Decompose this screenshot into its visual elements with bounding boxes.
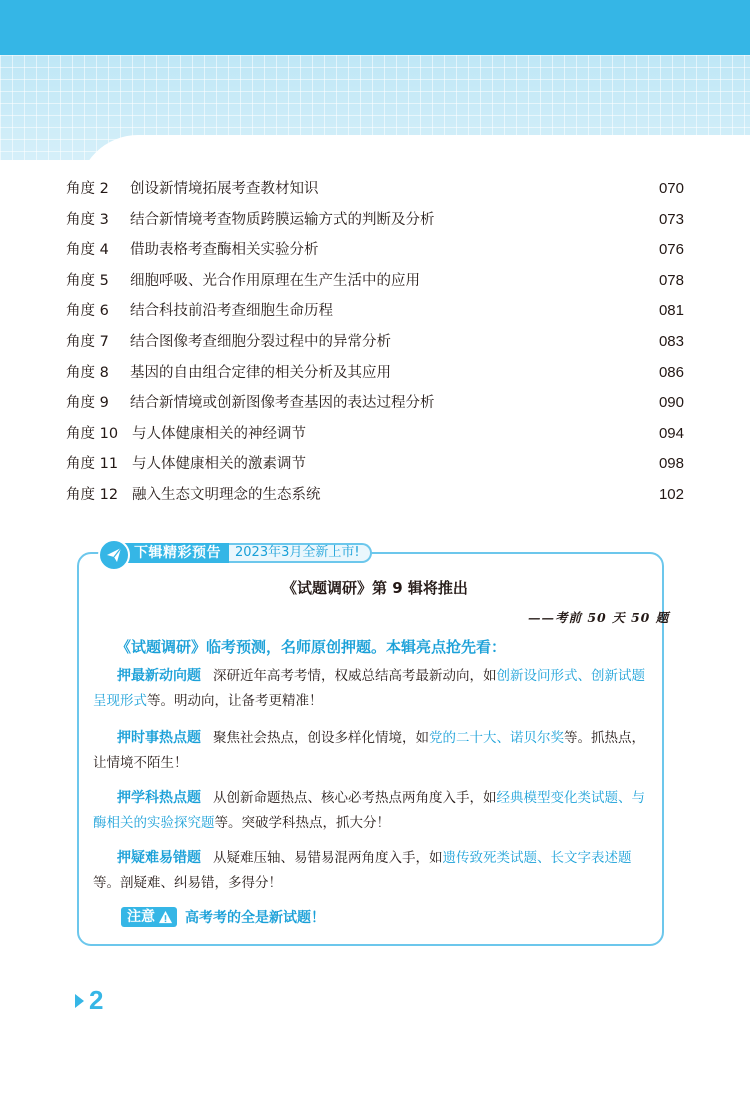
toc-title: 结合新情境或创新图像考查基因的表达过程分析 <box>130 395 435 412</box>
preview-item-lead: 押最新动向题 <box>117 668 201 684</box>
toc-page: 086 <box>658 363 684 381</box>
toc-page: 098 <box>658 455 684 473</box>
toc-page: 076 <box>658 241 684 259</box>
preview-item-highlight: 遗传致死类试题、长文字表述题 <box>442 850 632 866</box>
toc-angle: 角度 2 <box>66 181 109 197</box>
preview-item-highlight: 党的二十大、诺贝尔奖 <box>429 730 564 746</box>
preview-intro: 《试题调研》临考预测，名师原创押题。本辑亮点抢先看： <box>116 638 507 656</box>
toc-page: 081 <box>658 302 684 320</box>
note-text: 高考考的全是新试题！ <box>185 910 325 926</box>
preview-item-highlight: 创新设问形式、创新试题呈现形式 <box>93 668 645 709</box>
toc-title: 结合科技前沿考查细胞生命历程 <box>130 303 333 320</box>
preview-item-lead: 押学科热点题 <box>117 790 201 806</box>
toc-row <box>66 419 684 450</box>
preview-item-text: 等。突破学科热点，抓大分！ <box>214 815 390 831</box>
toc-page: 070 <box>658 180 684 197</box>
preview-item-text: 从疑难压轴、易错易混两角度入手，如 <box>213 850 443 866</box>
toc-angle: 角度 10 <box>66 425 119 442</box>
toc-row <box>66 388 684 419</box>
toc-angle: 角度 9 <box>66 395 109 412</box>
toc-title: 结合新情境考查物质跨膜运输方式的判断及分析 <box>130 211 435 228</box>
toc-page: 090 <box>658 394 684 412</box>
toc-angle: 角度 11 <box>66 456 119 473</box>
toc-angle: 角度 7 <box>66 333 109 350</box>
toc-title: 创设新情境拓展考查教材知识 <box>130 181 319 197</box>
toc-page: 078 <box>658 271 684 289</box>
toc-row <box>66 235 684 266</box>
toc-title: 与人体健康相关的激素调节 <box>132 456 306 473</box>
preview-signature: ——考前 50 天 50 题 <box>528 610 670 625</box>
toc-angle: 角度 8 <box>66 364 109 381</box>
preview-item-text: 等。明动向，让备考更精准！ <box>147 693 323 709</box>
preview-item <box>93 846 648 896</box>
preview-item-text: 等。剖疑难、纠易错，多得分！ <box>93 875 282 891</box>
toc-page: 094 <box>658 424 684 442</box>
preview-item-lead: 押疑难易错题 <box>117 850 201 866</box>
note-badge <box>121 907 177 927</box>
toc-row <box>66 480 684 511</box>
toc-row <box>66 449 684 480</box>
preview-item-highlight: 经典模型变化类试题、与酶相关的实验探究题 <box>93 790 645 831</box>
page-number-text: 2 <box>89 985 104 1015</box>
preview-item <box>93 664 648 714</box>
toc-title: 基因的自由组合定律的相关分析及其应用 <box>130 364 391 381</box>
toc-angle: 角度 12 <box>66 486 119 503</box>
toc-angle: 角度 6 <box>66 303 109 320</box>
preview-heading: 《试题调研》第 9 辑将推出 <box>282 579 468 597</box>
note-row <box>121 907 325 927</box>
toc-title: 融入生态文明理念的生态系统 <box>132 486 321 503</box>
preview-tab <box>100 543 372 563</box>
triangle-right-icon <box>75 994 84 1008</box>
toc-row <box>66 358 684 389</box>
preview-item-text: 从创新命题热点、核心必考热点两角度入手，如 <box>213 790 497 806</box>
toc-title: 借助表格考查酶相关实验分析 <box>130 242 319 259</box>
toc-row <box>66 296 684 327</box>
table-of-contents <box>66 174 684 511</box>
toc-row <box>66 327 684 358</box>
preview-item <box>93 726 648 776</box>
paper-plane-icon <box>98 539 130 571</box>
page-number <box>75 985 103 1016</box>
toc-row <box>66 174 684 205</box>
note-label: 注意 <box>127 909 155 925</box>
preview-tab-date: 2023年3月全新上市! <box>229 543 372 563</box>
preview-item-lead: 押时事热点题 <box>117 730 201 746</box>
toc-page: 083 <box>658 332 684 350</box>
toc-row <box>66 205 684 236</box>
toc-page: 073 <box>658 210 684 228</box>
preview-item <box>93 786 648 836</box>
toc-title: 与人体健康相关的神经调节 <box>132 425 306 442</box>
toc-angle: 角度 5 <box>66 272 109 289</box>
toc-angle: 角度 3 <box>66 211 109 228</box>
preview-item-text: 聚焦社会热点，创设多样化情境，如 <box>213 730 429 746</box>
toc-title: 细胞呼吸、光合作用原理在生产生活中的应用 <box>130 272 420 289</box>
warning-icon <box>158 910 173 925</box>
toc-angle: 角度 4 <box>66 242 109 259</box>
toc-row <box>66 266 684 297</box>
toc-page: 102 <box>658 485 684 503</box>
preview-item-text: 等。抓热点，让情境不陌生！ <box>93 730 645 771</box>
preview-item-text: 深研近年高考考情，权威总结高考最新动向，如 <box>213 668 497 684</box>
toc-title: 结合图像考查细胞分裂过程中的异常分析 <box>130 333 391 350</box>
preview-tab-label: 下辑精彩预告 <box>100 543 229 563</box>
